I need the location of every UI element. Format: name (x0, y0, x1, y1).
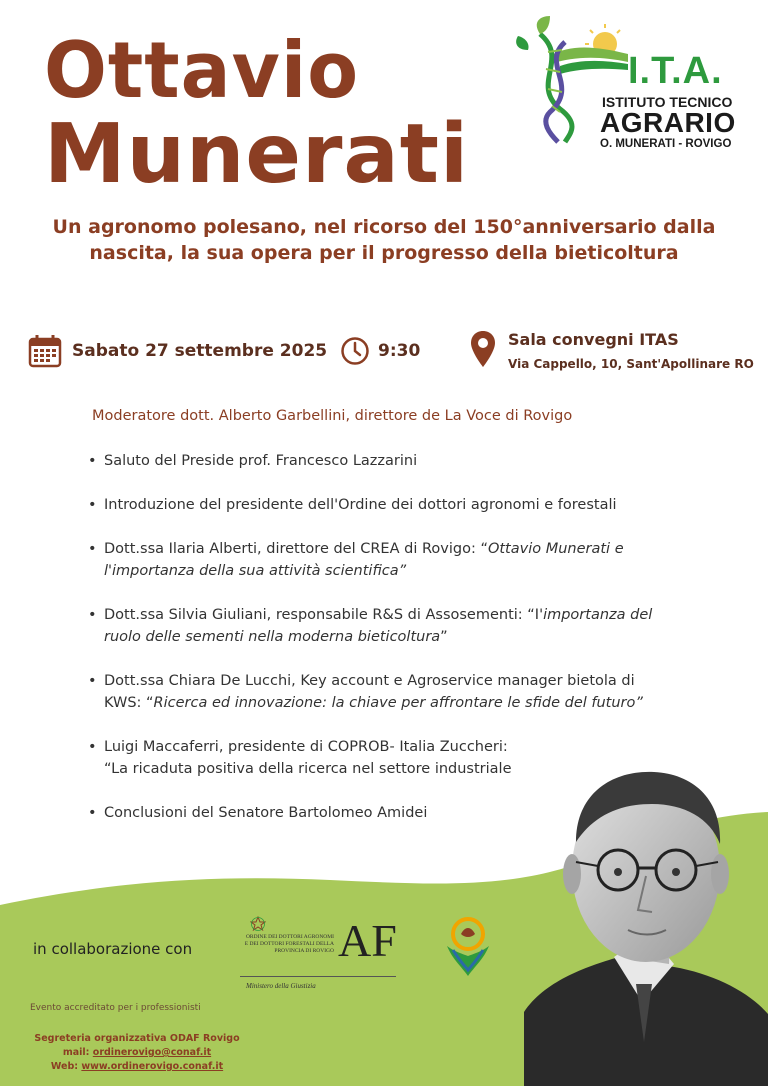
collaboration-label: in collaborazione con (33, 940, 193, 958)
ita-logo (510, 14, 750, 150)
ministry-label: Ministero della Giustizia (246, 982, 316, 990)
program-item-text: Dott.ssa Silvia Giuliani, responsabile R&S di Assosementi: “I' (104, 607, 544, 623)
event-date: Sabato 27 settembre 2025 (72, 341, 328, 361)
mail-label: mail: (62, 1047, 93, 1058)
program-item-quote: Ottavio Munerati e l'importanza della sua attività scientifica” (104, 541, 624, 579)
place-block (470, 330, 754, 371)
logo-line-1: ISTITUTO TECNICO (602, 94, 733, 110)
program-item (86, 450, 666, 472)
moderator: Moderatore dott. Alberto Garbellini, direttore de La Voce di Rovigo (92, 408, 573, 424)
order-agronomists-logo (240, 914, 400, 994)
portrait-photo (524, 752, 768, 1086)
logo-acronym: I.T.A. (628, 50, 723, 92)
program-item (86, 670, 666, 714)
order-name: ORDINE DEI DOTTORI AGRONOMI E DEI DOTTORI FORESTALI DELLA PROVINCIA DI ROVIGO (244, 934, 334, 954)
title-line-1: Ottavio (44, 25, 360, 117)
event-place: Sala convegni ITAS (508, 330, 679, 349)
web-link[interactable]: www.ordinerovigo.conaf.it (81, 1061, 224, 1072)
mail-link[interactable]: ordinerovigo@conaf.it (92, 1047, 212, 1058)
secretariat: Segreteria organizzativa ODAF Rovigo (34, 1033, 240, 1044)
program-item-quote: Ricerca ed innovazione: la chiave per affrontare le sfide del futuro” (153, 695, 643, 711)
accredited-note: Evento accreditato per i professionisti (30, 1003, 201, 1013)
time-block (340, 336, 420, 366)
event-address: Via Cappello, 10, Sant'Apollinare RO (508, 357, 754, 371)
calendar-icon (28, 334, 62, 368)
program-item (86, 538, 666, 582)
program-item-quote: importanza del ruolo delle sementi nella moderna bieticoltura (104, 607, 653, 645)
logo-line-2: AGRARIO (600, 107, 736, 138)
event-time: 9:30 (378, 341, 421, 361)
beet-logo-icon (443, 916, 493, 980)
program-item-text: Dott.ssa Chiara De Lucchi, Key account e Agroservice manager bietola di KWS: “ (104, 673, 635, 711)
divider (240, 976, 396, 977)
program-item (86, 494, 666, 516)
footer-contacts (22, 1032, 252, 1074)
program-item (86, 604, 666, 648)
program-item-text: ” (440, 629, 448, 645)
program-item-quote: “La ricaduta positiva della ricerca nel settore industriale (104, 761, 512, 777)
logo-line-3: O. MUNERATI - ROVIGO (600, 138, 732, 150)
title-line-2: Munerati (44, 107, 470, 203)
web-label: Web: (50, 1061, 82, 1072)
clock-icon (340, 336, 370, 366)
italian-emblem-icon (250, 916, 266, 934)
order-mark: AF (338, 915, 397, 966)
subtitle: Un agronomo polesano, nel ricorso del 150°anniversario dalla nascita, la sua opera per il progresso della bieticoltura (52, 216, 716, 264)
program-item-text: Dott.ssa Ilaria Alberti, direttore del CREA di Rovigo: “ (104, 541, 488, 557)
main-title (44, 25, 470, 203)
program-item-text: Conclusioni del Senatore Bartolomeo Amidei (104, 805, 428, 821)
date-block (28, 334, 327, 368)
program-item-text: Introduzione del presidente dell'Ordine dei dottori agronomi e forestali (104, 497, 617, 513)
location-pin-icon (470, 330, 496, 368)
program-item-text: Luigi Maccaferri, presidente di COPROB- Italia Zuccheri: (104, 739, 508, 755)
program-item-text: Saluto del Preside prof. Francesco Lazzarini (104, 453, 418, 469)
